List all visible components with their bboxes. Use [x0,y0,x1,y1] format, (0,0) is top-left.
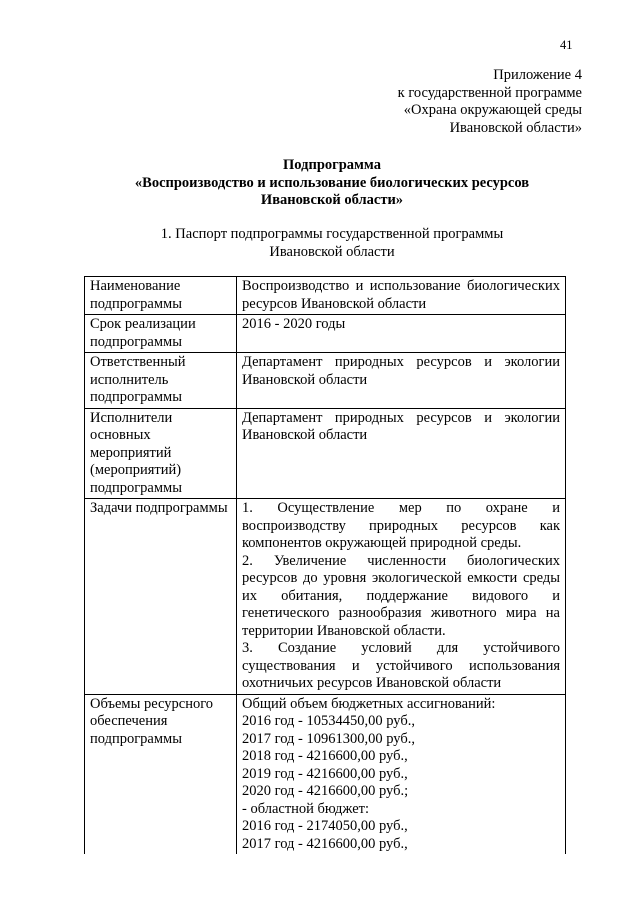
heading-line: Ивановской области [269,243,395,260]
funding-line: 2016 год - 2174050,00 руб., [242,818,408,834]
funding-line: 2016 год - 10534450,00 руб., [242,713,415,729]
row-value: Департамент природных ресурсов и экологии Ивановской области [237,353,566,409]
task-item: 1. Осуществление мер по охране и воспроизводству природных ресурсов как компонентов окружающей природной среды. [242,500,560,551]
row-value [237,694,566,854]
funding-line: 2017 год - 10961300,00 руб., [242,730,415,747]
row-value: 2016 - 2020 годы [237,315,566,353]
table-row [85,353,566,409]
heading-line: 1. Паспорт подпрограммы государственной программы [160,226,504,242]
appendix-header [398,67,582,137]
appendix-line: Приложение 4 [493,67,582,83]
passport-heading [80,226,584,261]
row-value [237,499,566,695]
funding-line: 2018 год - 4216600,00 руб., [242,748,408,764]
title-line: Ивановской области» [260,192,404,208]
table-row [85,315,566,353]
row-label: Задачи подпрограммы [85,499,237,695]
row-label: Срок реализации подпрограммы [85,315,237,353]
funding-line: - областной бюджет: [242,800,370,817]
table-row [85,408,566,499]
appendix-line: «Охрана окружающей среды [403,102,582,118]
funding-line: 2020 год - 4216600,00 руб.; [242,783,409,799]
funding-line: 2017 год - 4216600,00 руб., [242,835,408,852]
table-row [85,277,566,315]
page-number: 41 [560,38,573,52]
title-line: «Воспроизводство и использование биологических ресурсов [134,174,530,191]
table-row [85,499,566,695]
funding-line: Общий объем бюджетных ассигнований: [242,695,496,712]
row-label: Наименование подпрограммы [85,277,237,315]
row-value: Воспроизводство и использование биологических ресурсов Ивановской области [237,277,566,315]
task-item: 2. Увеличение численности биологических ресурсов до уровня экологической емкости среды их обитания, поддержание видового и генетического разнообразия животного мира на территории Ивановской области. [242,552,560,639]
row-label: Исполнители основных мероприятий (мероприятий) подпрограммы [85,408,237,499]
row-label: Ответственный исполнитель подпрограммы [85,353,237,409]
row-label: Объемы ресурсного обеспечения подпрограммы [85,694,237,854]
title-line: Подпрограмма [283,157,381,173]
table-row [85,694,566,854]
passport-table [84,276,566,854]
task-item: 3. Создание условий для устойчивого существования и устойчивого использования охотничьих ресурсов Ивановской области [242,640,560,691]
appendix-line: к государственной программе [397,84,582,101]
subprogram-title [80,157,584,210]
appendix-line: Ивановской области» [449,119,582,136]
row-value: Департамент природных ресурсов и экологии Ивановской области [237,408,566,499]
funding-line: 2019 год - 4216600,00 руб., [242,765,408,782]
